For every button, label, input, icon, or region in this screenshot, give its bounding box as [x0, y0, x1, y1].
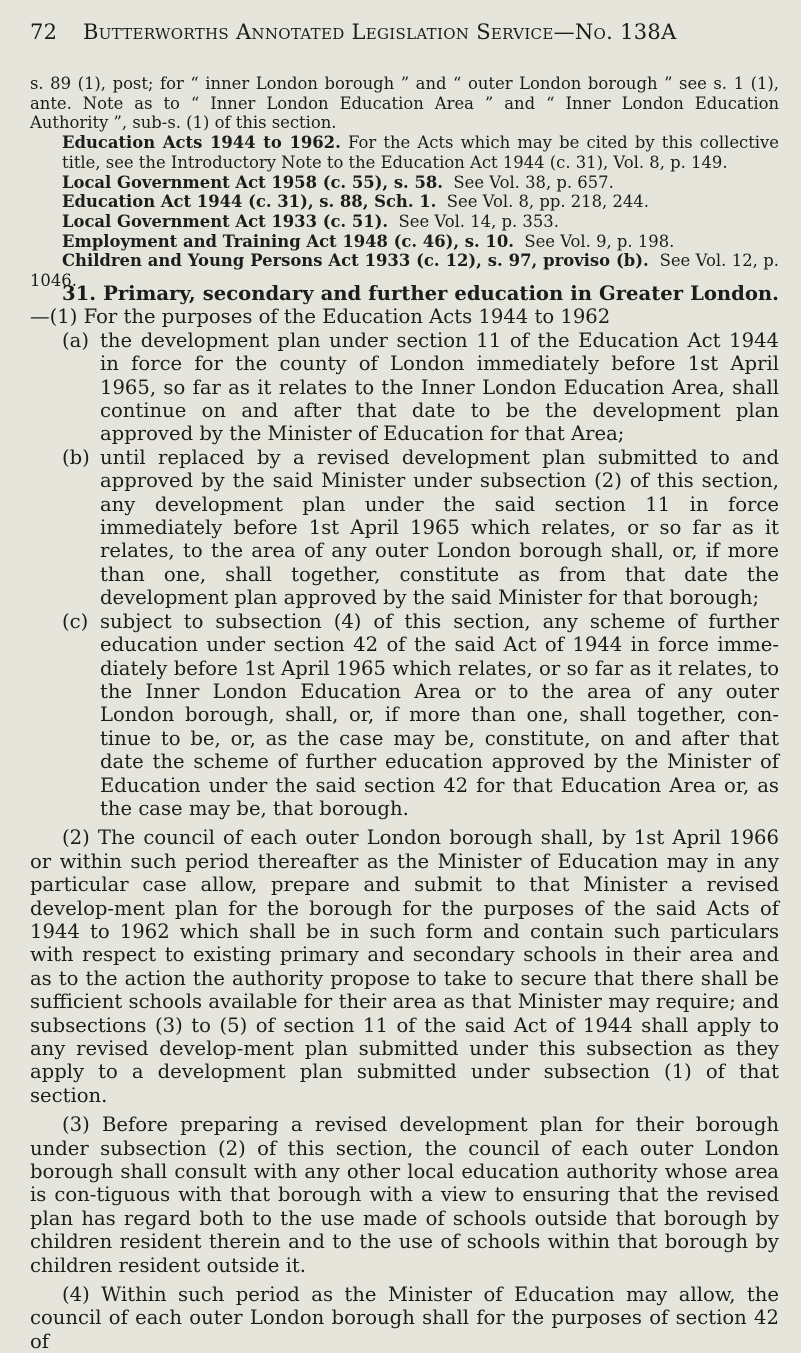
running-title: Butterworths Annotated Legislation Service—No. 138A [82, 20, 677, 44]
item-text: the development plan under section 11 of the Education Act 1944 in force for the county of London immediately before 1st April 1965, so far as it relates to the Inner London Education Area, shall continue on and after that date to be the development plan approved by the Minister of Education for that Area; [100, 328, 779, 446]
subsection-2: (2) The council of each outer London borough shall, by 1st April 1966 or within such period thereafter as the Minister of Education may in any particular case allow, prepare and submit to that Minister a revised develop-ment plan for the borough for the purposes of the said Acts of 1944 to 1962 which shall be in such form and contain such particulars with respect to existing primary and secondary schools in their area and as to the action the authority propose to take to secure that there shall be sufficient schools available for their area as that Minister may require; and subsections (3) to (5) of section 11 of the said Act of 1944 shall apply to any revised develop-ment plan submitted under this subsection as they apply to a development plan submitted under subsection (1) of that section. [30, 826, 779, 1107]
page-number: 72 [30, 20, 58, 44]
ref-line [30, 192, 779, 212]
list-item [30, 446, 779, 610]
item-text: subject to subsection (4) of this section, any scheme of further education under section 42 of the said Act of 1944 in force imme-diately before 1st April 1965 which relates, or so far as it relates, to the Inner London Education Area or to the area of any outer London borough, shall, or, if more than one, shall together, con-tinue to be, or, as the case may be, constitute, on and after that date the scheme of further education approved by the Minister of Education under the said section 42 for that Education Area or, as the case may be, that borough. [100, 609, 779, 820]
note-definitions: s. 89 (1), post; for “ inner London borough ” and “ outer London borough ” see s. 1 (1), ante. Note as to “ Inner London Education Area ” and “ Inner London Education Authority ”, sub-s. (1) of this section. [30, 74, 779, 133]
item-text: until replaced by a revised development plan submitted to and approved by the said Minister under subsection (2) of this section, any development plan under the said section 11 in force immediately before 1st April 1965 which relates, or so far as it relates, to the area of any outer London borough shall, or, if more than one, shall together, constitute as from that date the development plan approved by the said Minister for that borough; [100, 445, 779, 610]
item-marker: (b) [62, 445, 90, 469]
section-intro: —(1) For the purposes of the Education Acts 1944 to 1962 [30, 305, 611, 329]
list-item [30, 329, 779, 446]
section-heading-paragraph [30, 282, 779, 329]
ref-volume: See Vol. 8, pp. 218, 244. [446, 192, 649, 212]
ref-volume: See Vol. 38, p. 657. [453, 172, 614, 192]
item-marker: (a) [62, 328, 89, 352]
ref-volume: See Vol. 14, p. 353. [398, 211, 559, 231]
ref-title: Local Government Act 1933 (c. 51). [62, 211, 389, 231]
annotation-notes [30, 74, 779, 291]
ref-line [30, 173, 779, 193]
ref-line [30, 232, 779, 252]
ref-volume: See Vol. 12, p. 1046. [30, 251, 779, 291]
subsection-3: (3) Before preparing a revised development plan for their borough under subsection (2) of this section, the council of each outer London borough shall consult with any other local education authority whose area is con-tiguous with that borough with a view to ensuring that the revised plan has regard both to the use made of schools outside that borough by children resident therein and to the use of schools within that borough by children resident outside it. [30, 1113, 779, 1277]
subsection-1-items [30, 329, 779, 821]
item-marker: (c) [62, 609, 89, 633]
subsection-4: (4) Within such period as the Minister of Education may allow, the council of each outer London borough shall for the purposes of section 42 of [30, 1283, 779, 1353]
note-education-acts-text: For the Acts which may be cited by this collective title, see the Introductory Note to the Education Act 1944 (c. 31), Vol. 8, p. 149. [62, 133, 779, 172]
section-heading: 31. Primary, secondary and further education in Greater London. [62, 282, 779, 305]
ref-volume: See Vol. 9, p. 198. [524, 231, 675, 251]
ref-line [30, 212, 779, 232]
page-header [30, 20, 781, 44]
note-education-acts-title: Education Acts 1944 to 1962. [62, 133, 341, 153]
section-31 [30, 282, 779, 1353]
ref-title: Local Government Act 1958 (c. 55), s. 58. [62, 172, 443, 192]
ref-title: Children and Young Persons Act 1933 (c. 12), s. 97, proviso (b). [62, 251, 649, 271]
ref-title: Education Act 1944 (c. 31), s. 88, Sch. 1. [62, 192, 437, 212]
list-item [30, 610, 779, 821]
note-education-acts [30, 133, 779, 172]
ref-title: Employment and Training Act 1948 (c. 46), s. 10. [62, 231, 514, 251]
